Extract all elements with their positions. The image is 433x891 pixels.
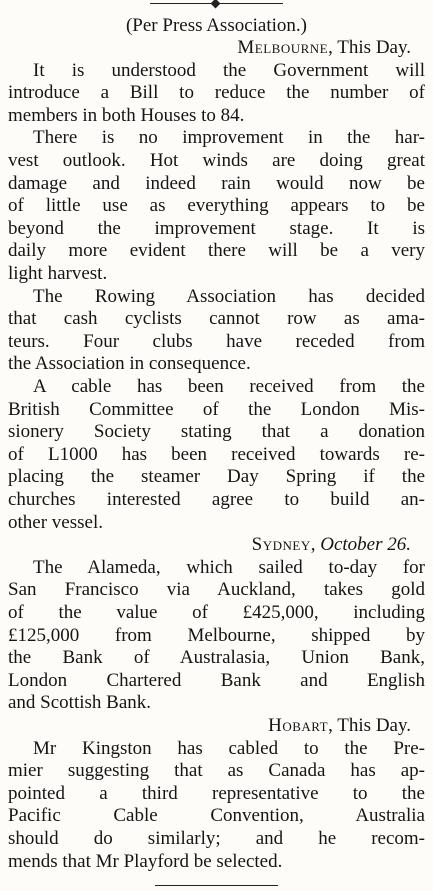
dateline-separator: , — [328, 37, 338, 58]
top-ornament-rule — [0, 0, 433, 8]
dateline-separator: , — [310, 534, 321, 556]
dateline — [237, 37, 411, 59]
paragraph-line: beyond the improvement stage. It is — [8, 217, 425, 239]
dateline-place: Melbourne — [237, 37, 329, 58]
paragraph-line: The Alameda, which sailed to-day for — [33, 556, 425, 578]
paragraph-line: sionery Society stating that a donation — [8, 421, 425, 443]
dateline-place: Sydney — [251, 534, 311, 556]
dateline-place: Hobart — [268, 715, 329, 736]
paragraph-line: members in both Houses to 84. — [8, 104, 245, 126]
paragraph-line: Pacific Cable Convention, Australia — [8, 805, 425, 827]
paragraph-line: British Committee of the London Mis- — [8, 398, 425, 420]
paragraph-line: It is understood the Government will — [33, 59, 425, 81]
paragraph-line: and Scottish Bank. — [8, 692, 152, 714]
dateline — [252, 534, 411, 556]
paragraph-line: mends that Mr Playford be selected. — [8, 850, 283, 872]
paragraph-line: the Association in consequence. — [8, 353, 251, 375]
dateline-when: This Day. — [337, 37, 411, 58]
paragraph-line: Mr Kingston has cabled to the Pre- — [33, 737, 425, 759]
dateline-when: October 26. — [320, 534, 411, 556]
paragraph-line: churches interested agree to build an- — [8, 489, 425, 510]
dateline-when: This Day. — [337, 715, 411, 736]
paragraph-line: London Chartered Bank and English — [8, 669, 425, 691]
paragraph-line: light harvest. — [8, 263, 108, 284]
paragraph-line: There is no improvement in the har- — [33, 127, 425, 149]
paragraph-line: introduce a Bill to reduce the number of — [8, 82, 425, 104]
paragraph-line: the Bank of Australasia, Union Bank, — [8, 647, 425, 669]
paragraph-line: of the value of £425,000, including — [8, 602, 425, 623]
paragraph-line: placing the steamer Day Spring if the — [8, 466, 425, 488]
paragraph-line: £125,000 from Melbourne, shipped by — [8, 624, 425, 646]
paragraph-line: teurs. Four clubs have receded from — [8, 330, 425, 352]
rule-line — [155, 885, 278, 886]
source-credit: (Per Press Association.) — [125, 15, 307, 36]
paragraph-line: damage and indeed rain would now be — [8, 172, 425, 194]
paragraph-line: A cable has been received from the — [33, 376, 425, 397]
paragraph-line: of little use as everything appears to be — [8, 195, 425, 217]
paragraph-line: The Rowing Association has decided — [33, 285, 425, 307]
paragraph-line: San Francisco via Auckland, takes gold — [8, 579, 425, 601]
paragraph-line: should do similarly; and he recom- — [8, 828, 425, 849]
dateline-separator: , — [328, 715, 338, 736]
dateline — [268, 715, 411, 737]
diamond-ornament-icon — [211, 0, 221, 8]
paragraph-line: mier suggesting that as Canada has ap- — [8, 760, 425, 782]
paragraph-line: of L1000 has been received towards re- — [8, 443, 425, 465]
paragraph-line: other vessel. — [8, 511, 103, 533]
paragraph-line: that cash cyclists cannot row as ama- — [8, 308, 425, 330]
paragraph-line: daily more evident there will be a very — [8, 240, 425, 262]
paragraph-line: pointed a third representative to the — [8, 782, 425, 804]
paragraph-line: vest outlook. Hot winds are doing great — [8, 150, 425, 171]
bottom-rule — [0, 882, 433, 890]
